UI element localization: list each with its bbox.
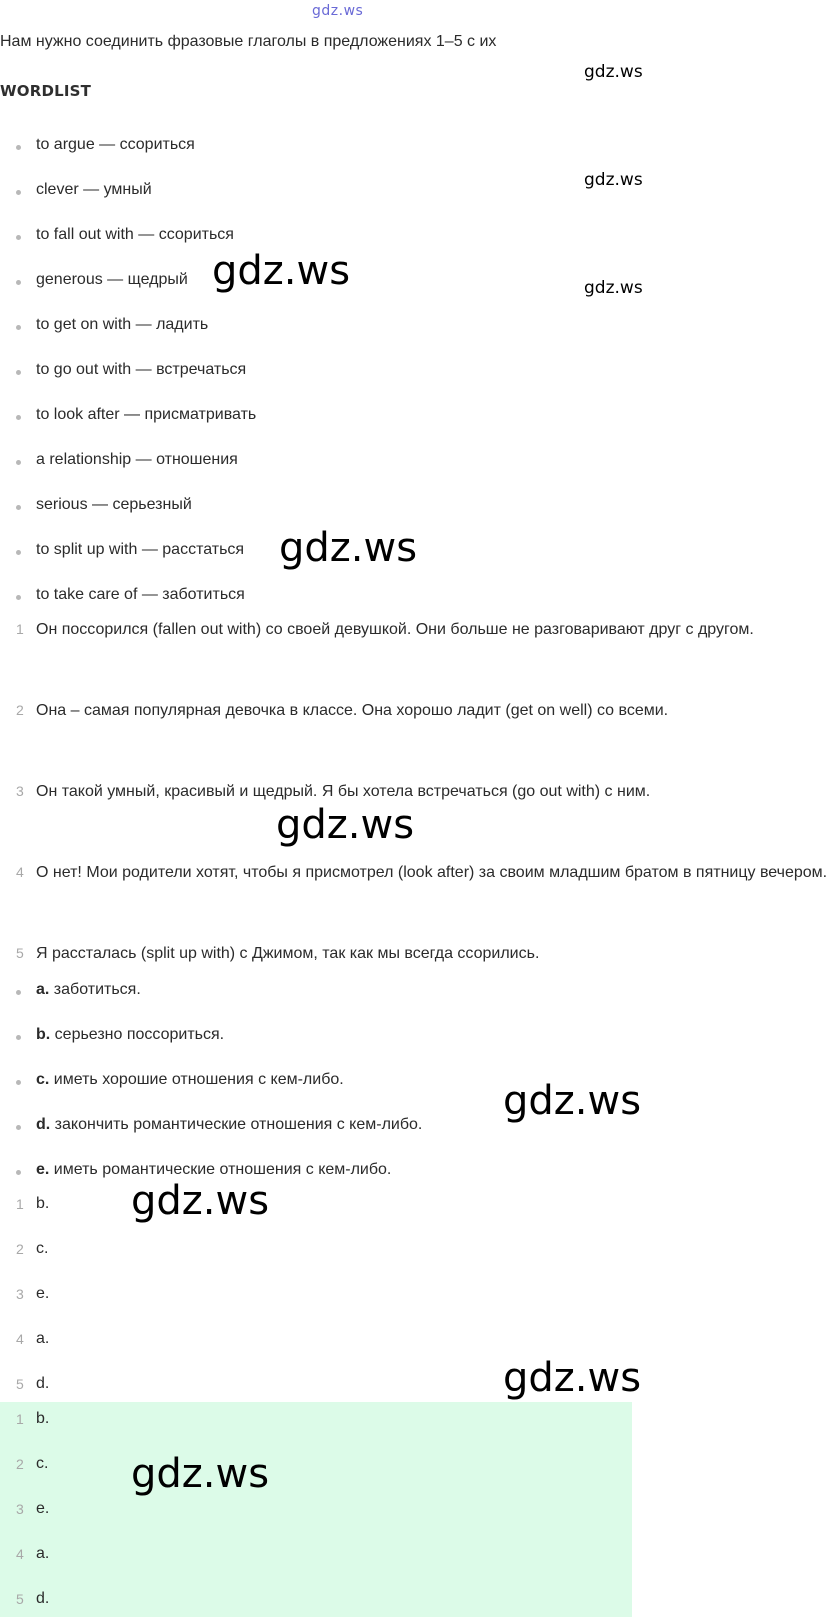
bullet-icon [16, 1170, 21, 1175]
watermark: gdz.ws [584, 170, 643, 190]
bullet-icon [16, 1035, 21, 1040]
bullet-icon [16, 280, 21, 285]
bullet-icon [16, 235, 21, 240]
highlighted-answers: 1 b. 2 c. 3 e. 4 a. 5 d. [0, 1402, 632, 1617]
bullet-icon [16, 595, 21, 600]
watermark: gdz.ws [584, 62, 643, 82]
watermark: gdz.ws [503, 1355, 642, 1401]
wordlist-heading: WORDLIST [0, 82, 92, 100]
bullet-icon [16, 460, 21, 465]
bullet-icon [16, 415, 21, 420]
bullet-icon [16, 325, 21, 330]
bullet-icon [16, 1125, 21, 1130]
bullet-icon [16, 990, 21, 995]
bullet-icon [16, 145, 21, 150]
watermark: gdz.ws [584, 278, 643, 298]
bullet-icon [16, 370, 21, 375]
site-logo[interactable]: gdz.ws [312, 3, 364, 19]
watermark: gdz.ws [279, 525, 418, 571]
watermark: gdz.ws [276, 802, 415, 848]
watermark: gdz.ws [503, 1078, 642, 1124]
bullet-icon [16, 550, 21, 555]
intro-text: Нам нужно соединить фразовые глаголы в предложениях 1–5 с их [0, 33, 497, 50]
watermark: gdz.ws [131, 1178, 270, 1224]
watermark: gdz.ws [131, 1451, 270, 1497]
bullet-icon [16, 505, 21, 510]
bullet-icon [16, 190, 21, 195]
bullet-icon [16, 1080, 21, 1085]
watermark: gdz.ws [212, 248, 351, 294]
